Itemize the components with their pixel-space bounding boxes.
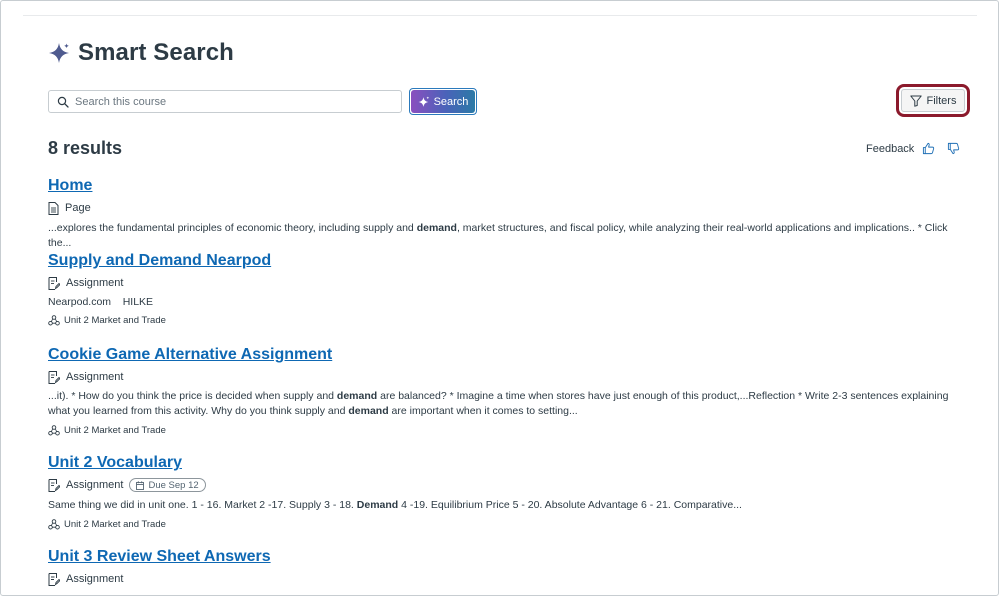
- snippet-highlight: demand: [416, 222, 457, 234]
- result-type: [48, 276, 958, 290]
- calendar-icon: [136, 481, 144, 490]
- result-item: [48, 252, 958, 326]
- filters-button[interactable]: [901, 89, 965, 112]
- snippet-highlight: Demand: [356, 499, 399, 511]
- result-type-label: Assignment: [66, 573, 124, 585]
- search-icon: [57, 96, 69, 108]
- snippet-text: ...it). * How do you think the price is decided when supply and: [48, 390, 337, 402]
- results-count: 8 results: [48, 138, 123, 158]
- result-snippet: Nearpod.com HILKE: [48, 296, 154, 308]
- snippet-highlight: demand: [336, 390, 378, 402]
- due-date-label: Due Sep 12: [148, 479, 199, 491]
- modules-icon: [48, 519, 60, 530]
- result-item: [48, 454, 958, 530]
- result-type: [48, 478, 958, 492]
- result-type-label: Assignment: [66, 371, 124, 383]
- result-module-label: Unit 2 Market and Trade: [64, 424, 166, 436]
- snippet-text: are important when it comes to setting...: [388, 405, 578, 417]
- result-item: [48, 346, 958, 436]
- snippet-text: , market structures, and fiscal policy, while analyzing their real-world applications and implications.. * Click the...: [48, 222, 948, 249]
- result-title-link[interactable]: Unit 2 Vocabulary: [48, 454, 182, 471]
- result-snippet: [48, 389, 953, 419]
- search-button-label: Search: [433, 95, 469, 108]
- result-type: [48, 201, 958, 215]
- result-snippet: [48, 498, 958, 513]
- document-icon: [48, 202, 59, 215]
- result-type-label: Assignment: [66, 479, 124, 491]
- thumbs-up-icon[interactable]: [922, 142, 935, 155]
- thumbs-down-icon[interactable]: [947, 142, 960, 155]
- snippet-highlight: demand: [348, 405, 389, 417]
- assignment-icon: [48, 573, 60, 586]
- result-module-label: Unit 2 Market and Trade: [64, 314, 166, 326]
- result-module-label: Unit 2 Market and Trade: [64, 518, 166, 530]
- modules-icon: [48, 425, 60, 436]
- sparkle-icon: [418, 96, 430, 108]
- snippet-text: are balanced? * Imagine a time when stores have just enough of this product,...Reflection * Write 2-3 sentences explaining what you learned from this activity. Why do you think supply and: [48, 390, 949, 417]
- result-item: [48, 177, 958, 251]
- result-item: [48, 548, 958, 586]
- result-type: [48, 370, 958, 384]
- result-type-label: Page: [65, 202, 91, 214]
- assignment-icon: [48, 277, 60, 290]
- assignment-icon: [48, 371, 60, 384]
- snippet-text: ...explores the fundamental principles of economic theory, including supply and: [48, 222, 417, 234]
- result-title-link[interactable]: Supply and Demand Nearpod: [48, 252, 272, 269]
- feedback-bar: [866, 142, 960, 155]
- result-module: [48, 518, 958, 530]
- feedback-label: Feedback: [866, 142, 915, 155]
- modules-icon: [48, 315, 60, 326]
- result-title-link[interactable]: Home: [48, 177, 93, 194]
- search-input[interactable]: [75, 96, 375, 108]
- search-button-focus-ring: [409, 88, 477, 115]
- snippet-text: Same thing we did in unit one. 1 - 16. Market 2 -17. Supply 3 - 18.: [48, 499, 357, 511]
- result-type-label: Assignment: [66, 277, 124, 289]
- due-date-badge: [129, 478, 205, 492]
- result-snippet: [48, 221, 958, 251]
- assignment-icon: [48, 479, 60, 492]
- search-field[interactable]: [48, 90, 402, 113]
- result-title-link[interactable]: Cookie Game Alternative Assignment: [48, 346, 333, 363]
- result-module: [48, 424, 958, 436]
- filters-label: Filters: [926, 94, 957, 107]
- page-title: Smart Search: [78, 39, 234, 66]
- snippet-text: 4 -19. Equilibrium Price 5 - 20. Absolute Advantage 6 - 21. Comparative...: [398, 499, 742, 511]
- filter-icon: [910, 95, 922, 107]
- result-type: [48, 572, 958, 586]
- top-divider: [23, 15, 977, 16]
- sparkle-icon: [48, 42, 70, 64]
- result-module: [48, 314, 958, 326]
- page-header: [48, 39, 234, 67]
- result-title-link[interactable]: Unit 3 Review Sheet Answers: [48, 548, 271, 565]
- search-button[interactable]: [411, 90, 475, 113]
